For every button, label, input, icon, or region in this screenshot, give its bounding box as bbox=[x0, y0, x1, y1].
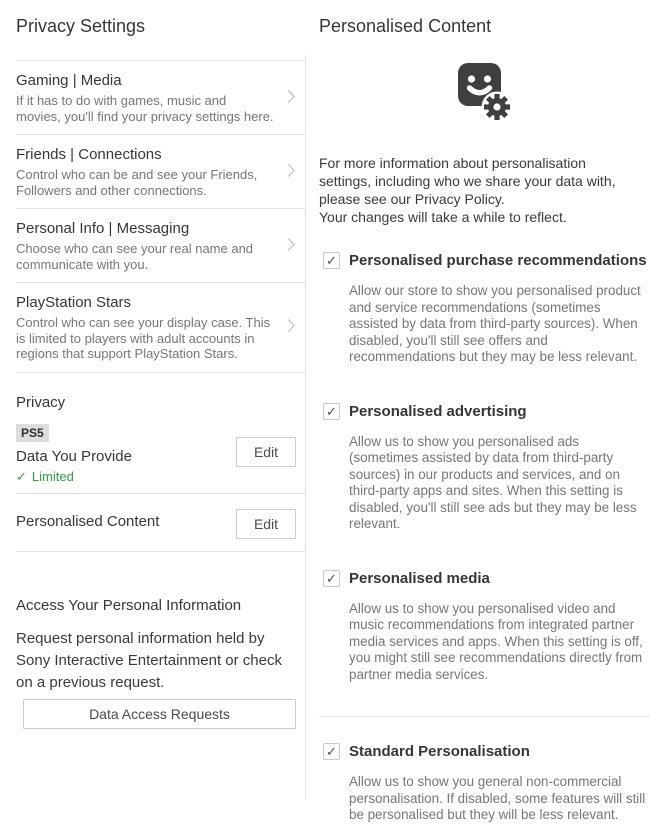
setting-description: Allow our store to show you personalised product and service recommendations (sometimes assisted by data from third-party sources). When disabled, you'll still see offers and recommendations but they may be less relevant. bbox=[349, 283, 641, 364]
edit-data-you-provide-button[interactable]: Edit bbox=[236, 437, 296, 467]
privacy-group bbox=[16, 424, 305, 552]
page-title: Privacy Settings bbox=[16, 16, 146, 36]
setting-purchase-recommendations bbox=[319, 252, 650, 366]
checkbox-purchase-recommendations[interactable]: ✓ bbox=[323, 252, 340, 269]
personalised-content-row bbox=[16, 494, 305, 552]
ps5-badge: PS5 bbox=[16, 424, 49, 442]
column-divider bbox=[305, 55, 306, 800]
nav-item-title: Personal Info | Messaging bbox=[16, 220, 190, 237]
nav-item-title: Friends | Connections bbox=[16, 146, 162, 163]
personalised-content-panel bbox=[305, 0, 660, 822]
setting-description: Allow us to show you general non-commercial personalisation. If disabled, some features will still be personalised but they will be less relevant. bbox=[349, 774, 646, 822]
nav-item-playstation-stars[interactable] bbox=[16, 283, 305, 373]
data-access-requests-button[interactable]: Data Access Requests bbox=[23, 699, 296, 729]
edit-personalised-content-button[interactable]: Edit bbox=[236, 509, 296, 539]
setting-description: Allow us to show you personalised ads (sometimes assisted by data from third-party sources) in our products and services, and on third-party apps and sites. When this setting is disabled, you'll still see ads but they may be less relevant. bbox=[349, 433, 637, 531]
chevron-right-icon bbox=[282, 90, 295, 103]
nav-item-description: Control who can be and see your Friends, Followers and other connections. bbox=[16, 167, 258, 198]
nav-item-gaming-media[interactable] bbox=[16, 61, 305, 135]
changes-note: Your changes will take a while to reflect. bbox=[319, 209, 567, 225]
personalisation-intro-text: For more information about personalisation settings, including who we share your data with, please see our Privacy Policy. Your changes will take a while to reflect. bbox=[319, 155, 616, 225]
smiley-gear-icon bbox=[319, 61, 650, 128]
chevron-right-icon bbox=[282, 238, 295, 251]
privacy-nav-list bbox=[16, 60, 305, 373]
setting-title: Personalised advertising bbox=[349, 402, 527, 420]
checkbox-advertising[interactable]: ✓ bbox=[323, 403, 340, 420]
check-icon: ✓ bbox=[16, 468, 27, 484]
privacy-policy-link[interactable]: Privacy Policy bbox=[414, 191, 501, 207]
access-personal-info-title: Access Your Personal Information bbox=[16, 596, 242, 614]
section-divider bbox=[319, 716, 650, 717]
privacy-group-label: Privacy bbox=[16, 393, 66, 411]
setting-title: Personalised media bbox=[349, 569, 490, 587]
chevron-right-icon bbox=[282, 319, 295, 332]
nav-item-friends-connections[interactable] bbox=[16, 135, 305, 209]
setting-title: Personalised purchase recommendations bbox=[349, 252, 647, 269]
status-badge bbox=[16, 469, 235, 485]
checkbox-media[interactable]: ✓ bbox=[323, 570, 340, 587]
nav-item-description: Choose who can see your real name and communicate with you. bbox=[16, 241, 254, 272]
row-title: Personalised Content bbox=[16, 512, 160, 530]
setting-advertising bbox=[319, 403, 650, 533]
status-label: Limited bbox=[31, 468, 74, 484]
setting-media bbox=[319, 570, 650, 684]
data-you-provide-row bbox=[16, 424, 305, 494]
nav-item-personal-info-messaging[interactable] bbox=[16, 209, 305, 283]
setting-title: Standard Personalisation bbox=[349, 743, 530, 760]
nav-item-title: PlayStation Stars bbox=[16, 294, 132, 311]
setting-standard-personalisation bbox=[319, 743, 650, 824]
privacy-settings-column bbox=[0, 0, 305, 800]
row-title: Data You Provide bbox=[16, 447, 132, 465]
nav-item-description: If it has to do with games, music and movies, you'll find your privacy settings here. bbox=[16, 93, 274, 124]
chevron-right-icon bbox=[282, 164, 295, 177]
nav-item-description: Control who can see your display case. This is limited to players with adult accounts in regions that support PlayStation Stars. bbox=[16, 315, 271, 361]
setting-description: Allow us to show you personalised video and music recommendations from integrated partner media services and apps. When this setting is off, you might still see recommendations directly from partner media services. bbox=[349, 600, 643, 682]
checkbox-standard-personalisation[interactable]: ✓ bbox=[323, 743, 340, 760]
nav-item-title: Gaming | Media bbox=[16, 72, 122, 89]
panel-title: Personalised Content bbox=[319, 16, 492, 36]
access-personal-info-description: Request personal information held by Sony Interactive Entertainment or check on a previous request. bbox=[16, 629, 282, 691]
